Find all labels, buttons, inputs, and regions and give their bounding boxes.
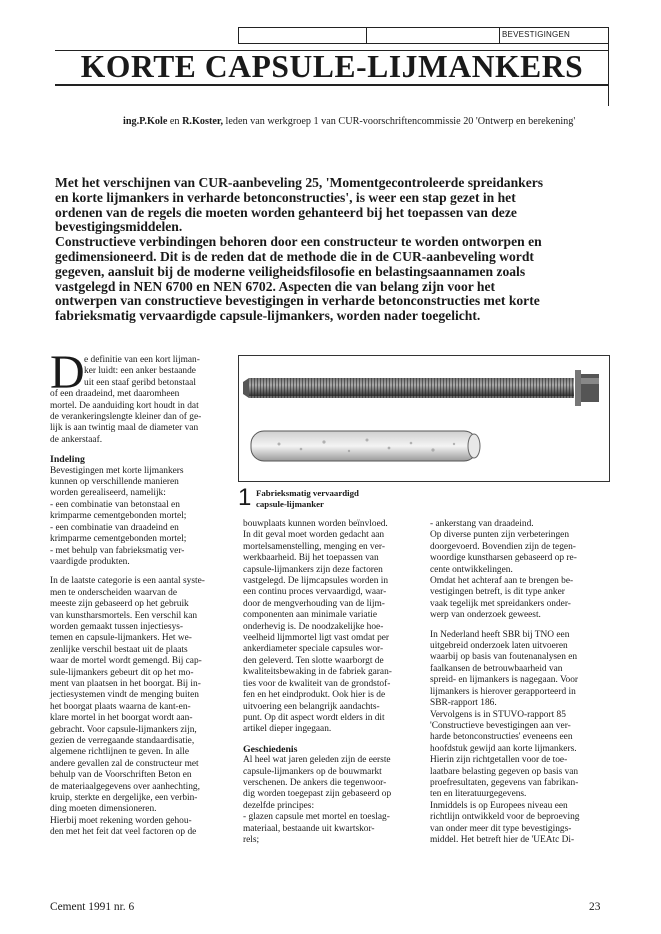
anchor-photo <box>238 355 610 482</box>
author-1: ing.P.Kole <box>123 116 168 127</box>
article-title: KORTE CAPSULE-LIJMANKERS <box>80 49 584 84</box>
text-line: men te onderscheiden waarvan de <box>50 587 178 598</box>
text-line: materiaal, bestaande uit kwartskor- <box>243 823 375 834</box>
column-3-paragraph-1 <box>430 519 610 622</box>
page-number: 23 <box>589 901 601 913</box>
figure-caption-line: Fabrieksmatig vervaardigd <box>256 488 359 498</box>
text-line: gegeven, aansluit bij de moderne veiligheidsfilosofie en belastingsaannamen zoals <box>55 263 526 279</box>
author-2: R.Koster, <box>182 116 223 127</box>
text-line: van kunstharsmortels. Een verschil kan <box>50 610 198 621</box>
text-line: de materiaalgegevens over aanhechting, <box>50 781 200 792</box>
text-line: of een draadeind, met daaromheen <box>50 389 180 400</box>
author-affiliation: leden van werkgroep 1 van CUR-voorschriftencommissie 20 'Ontwerp en berekening' <box>223 116 576 127</box>
text-line: uit een staaf geribd betonstaal <box>84 377 196 388</box>
text-line: bouwplaats kunnen worden beïnvloed. <box>243 519 388 529</box>
text-line: spreid- en lijmankers is nagegaan. Voor <box>430 675 579 686</box>
text-line: In de laatste categorie is een aantal syste- <box>50 576 205 587</box>
text-line: krimparme cementgebonden mortel; <box>50 511 187 522</box>
text-line: In Nederland heeft SBR bij TNO een <box>430 629 570 640</box>
publication-footer: Cement 1991 nr. 6 <box>50 901 135 913</box>
text-line: rels; <box>243 834 260 845</box>
threaded-rod <box>249 378 574 398</box>
column-1-drop-lines <box>50 355 230 389</box>
text-line: e definitie van een kort lijman- <box>84 355 200 365</box>
text-line: verschenen. De ankers die tegenwoor- <box>243 777 387 788</box>
text-line: Bevestigingen met korte lijmankers <box>50 465 184 476</box>
text-line: mortel. De aanduiding kort houdt in dat <box>50 400 199 411</box>
text-line: dezelfde principes: <box>243 800 315 811</box>
text-line: cente ontwikkelingen. <box>430 564 513 575</box>
author-line <box>123 116 575 127</box>
text-line: ker luidt: een anker bestaande <box>84 366 196 377</box>
section-label: BEVESTIGINGEN <box>502 30 570 39</box>
column-1-paragraph-2 <box>50 576 230 838</box>
text-line: SBR-rapport 186. <box>430 698 497 709</box>
text-line: gezien de verregaande standaardisatie, <box>50 736 195 746</box>
column-3-paragraph-2 <box>430 630 610 847</box>
text-line: en korte lijmankers in verharde betonconstructies', is weer een stap gezet in het <box>55 189 516 205</box>
text-line: werkbaarheid. Bij het toepassen van <box>243 553 379 564</box>
section-header-box <box>238 27 609 44</box>
text-line: vestigingen betreft, is dit type anker <box>430 587 565 598</box>
column-2 <box>243 519 421 846</box>
figure-caption <box>256 488 359 509</box>
text-line: van onder meer dit type bevestigings- <box>430 823 572 834</box>
text-line: kwaliteitsbewaking in de fabriek garan- <box>243 667 392 678</box>
text-line: veelheid lijmmortel ligt vast omdat per <box>243 633 390 644</box>
figure-number: 1 <box>238 484 252 511</box>
text-line: woordige kunstharsen gebaseerd op re- <box>430 553 577 564</box>
text-line: vaak tegelijk met spreidankers onder- <box>430 598 571 609</box>
text-line: vastgelegd. De lijmcapsules worden in <box>243 576 389 587</box>
text-line: krimparme cementgebonden mortel; <box>50 534 187 545</box>
text-line: - met behulp van fabrieksmatig ver- <box>50 545 185 556</box>
text-line: proefresultaten, gegevens van fabrikan- <box>430 777 579 788</box>
text-line: componenten aan minimale variatie <box>243 610 378 621</box>
text-line: fen en het eindprodukt. Ook hier is de <box>243 690 386 701</box>
text-line: uitvoering een belangrijk aandachts- <box>243 701 380 712</box>
text-line: richtlijn ontwikkeld voor de beproeving <box>430 812 580 823</box>
text-line: klare mortel in het boorgat wordt aan- <box>50 713 193 724</box>
text-line: - ankerstang van draadeind. <box>430 519 534 529</box>
text-line: gebracht. Voor capsule-lijmankers zijn, <box>50 724 197 735</box>
text-line: vaardigde produkten. <box>50 556 130 567</box>
washer <box>575 370 581 406</box>
text-line: door de mengverhouding van de lijm- <box>243 598 385 609</box>
text-line: artikel dieper ingegaan. <box>243 724 332 735</box>
anchor-illustration <box>239 356 609 481</box>
text-line: ankerdiameter speciale capsules wor- <box>243 644 384 655</box>
text-line: lijmankers is hierover gerapporteerd in <box>430 686 576 697</box>
glass-capsule <box>251 431 480 461</box>
text-line: mortelsamenstelling, menging en ver- <box>243 541 385 552</box>
column-3 <box>430 519 610 846</box>
text-line: Vervolgens is in STUVO-rapport 85 <box>430 709 566 720</box>
text-line: waar de mortel wordt gemengd. Bij cap- <box>50 656 202 667</box>
text-line: ontwerpen van constructieve bevestigingen in verharde betonconstructies met korte <box>55 293 540 309</box>
text-line: uitgebreid onderzoek laten uitvoeren <box>430 641 568 652</box>
text-line: kunnen op verschillende manieren <box>50 477 179 488</box>
text-line: het boorgat plaats waarna de kant-en- <box>50 701 191 712</box>
author-joiner: en <box>167 116 183 127</box>
text-line: ment van plaatsen in het boorgat. Bij in- <box>50 678 201 689</box>
text-line: bevestigingsmiddelen. <box>55 219 183 235</box>
heading-indeling: Indeling <box>50 454 85 466</box>
column-1-intro <box>50 389 230 446</box>
text-line: dig worden toegepast zijn gebaseerd op <box>243 789 392 800</box>
text-line: meeste zijn gebaseerd op het gebruik <box>50 599 189 610</box>
text-line: ordenen van de regels die moeten worden gehanteerd bij het toepassen van deze <box>55 204 517 220</box>
text-line: Hierbij moet rekening worden gehou- <box>50 815 192 826</box>
text-line: worden gemaakt tussen injectiesys- <box>50 621 184 632</box>
text-line: worden gerealiseerd, namelijk: <box>50 488 166 499</box>
column-1 <box>50 355 230 839</box>
text-line: andere gevallen zal de constructeur met <box>50 758 199 769</box>
text-line: - glazen capsule met mortel en toeslag- <box>243 812 390 823</box>
text-line: onderhevig is. De noodzakelijke hoe- <box>243 621 384 632</box>
text-line: de verankeringslengte kleiner dan of ge- <box>50 412 202 423</box>
text-line: lijk is aan twintig maal de diameter van <box>50 423 199 434</box>
text-line: gedimensioneerd. Dit is de reden dat de methode die in de CUR-aanbeveling wordt <box>55 248 534 264</box>
column-2-paragraph-1 <box>243 519 421 736</box>
text-line: den met het feit dat veel factoren op de <box>50 827 197 838</box>
text-line: doorgevoerd. Bovendien zijn de tegen- <box>430 541 576 552</box>
text-line: harde betonconstructies' eveneens een <box>430 732 573 743</box>
text-line: capsule-lijmankers op de bouwmarkt <box>243 766 382 777</box>
column-2-paragraph-2 <box>243 755 421 846</box>
text-line: algemene richtlijnen te geven. In alle <box>50 747 189 758</box>
text-line: punt. Op dit aspect wordt elders in dit <box>243 712 385 723</box>
text-line: den geleverd. Ten slotte waarborgt de <box>243 655 384 666</box>
text-line: sule-lijmankers gebeurt dit op het mo- <box>50 667 194 678</box>
text-line: Op diverse punten zijn verbeteringen <box>430 530 570 541</box>
text-line: - een combinatie van draadeind en <box>50 522 179 533</box>
text-line: Constructieve verbindingen behoren door een constructeur te worden ontworpen en <box>55 234 542 250</box>
text-line: waarbij op basis van foutenanalysen en <box>430 652 578 663</box>
text-line: vastgelegd in NEN 6700 en NEN 6702. Aspecten die van belang zijn voor het <box>55 278 496 294</box>
text-line: Met het verschijnen van CUR-aanbeveling 25, 'Momentgecontroleerde spreidankers <box>55 175 544 190</box>
text-line: 'Constructieve bevestigingen aan ver- <box>430 720 571 731</box>
text-line: In dit geval moet worden gedacht aan <box>243 530 385 541</box>
header-cell-empty-1 <box>239 28 367 43</box>
text-line: ding moeten dimensioneren. <box>50 804 157 815</box>
text-line: laatbare belasting gegeven op basis van <box>430 766 579 777</box>
text-line: behulp van de Voorschriften Beton en <box>50 770 192 781</box>
title-rule <box>55 84 609 86</box>
text-line: temen en capsule-lijmankers. Het we- <box>50 633 192 644</box>
text-line: faalkansen de betrouwbaarheid van <box>430 663 563 674</box>
lead-paragraph <box>55 176 611 324</box>
heading-geschiedenis: Geschiedenis <box>243 743 298 755</box>
text-line: ten en literatuurgegevens. <box>430 789 527 800</box>
text-line: capsule-lijmankers zijn deze factoren <box>243 564 383 575</box>
text-line: kruip, sterkte en dergelijke, een verbin- <box>50 793 198 804</box>
text-line: Al heel wat jaren geleden zijn de eerste <box>243 755 391 766</box>
text-line: fabrieksmatig vervaardigde capsule-lijmankers, worden nader toegelicht. <box>55 308 481 324</box>
text-line: een continu proces vervaardigd, waar- <box>243 587 387 598</box>
column-1-paragraph-1 <box>50 466 230 569</box>
text-line: Omdat het achteraf aan te brengen be- <box>430 576 574 587</box>
text-line: jectiesystemen vindt de menging buiten <box>50 690 199 701</box>
header-cell-empty-2 <box>366 28 500 43</box>
text-line: Hierin zijn richtgetallen voor de toe- <box>430 755 568 766</box>
text-line: hoofdstuk gewijd aan korte lijmankers. <box>430 743 577 754</box>
drop-cap: D <box>50 346 85 399</box>
text-line: middel. Het betreft hier de 'UEAtc Di- <box>430 834 575 845</box>
text-line: Inmiddels is op Europees niveau een <box>430 800 568 811</box>
text-line: zenlijke verschil bestaat uit de plaats <box>50 644 188 655</box>
figure-caption-line: capsule-lijmanker <box>256 498 324 509</box>
text-line: werp van onderzoek geweest. <box>430 610 541 621</box>
text-line: ties voor de kwaliteit van de grondstof- <box>243 678 391 689</box>
text-line: - een combinatie van betonstaal en <box>50 499 180 510</box>
text-line: de ankerstaaf. <box>50 434 103 445</box>
